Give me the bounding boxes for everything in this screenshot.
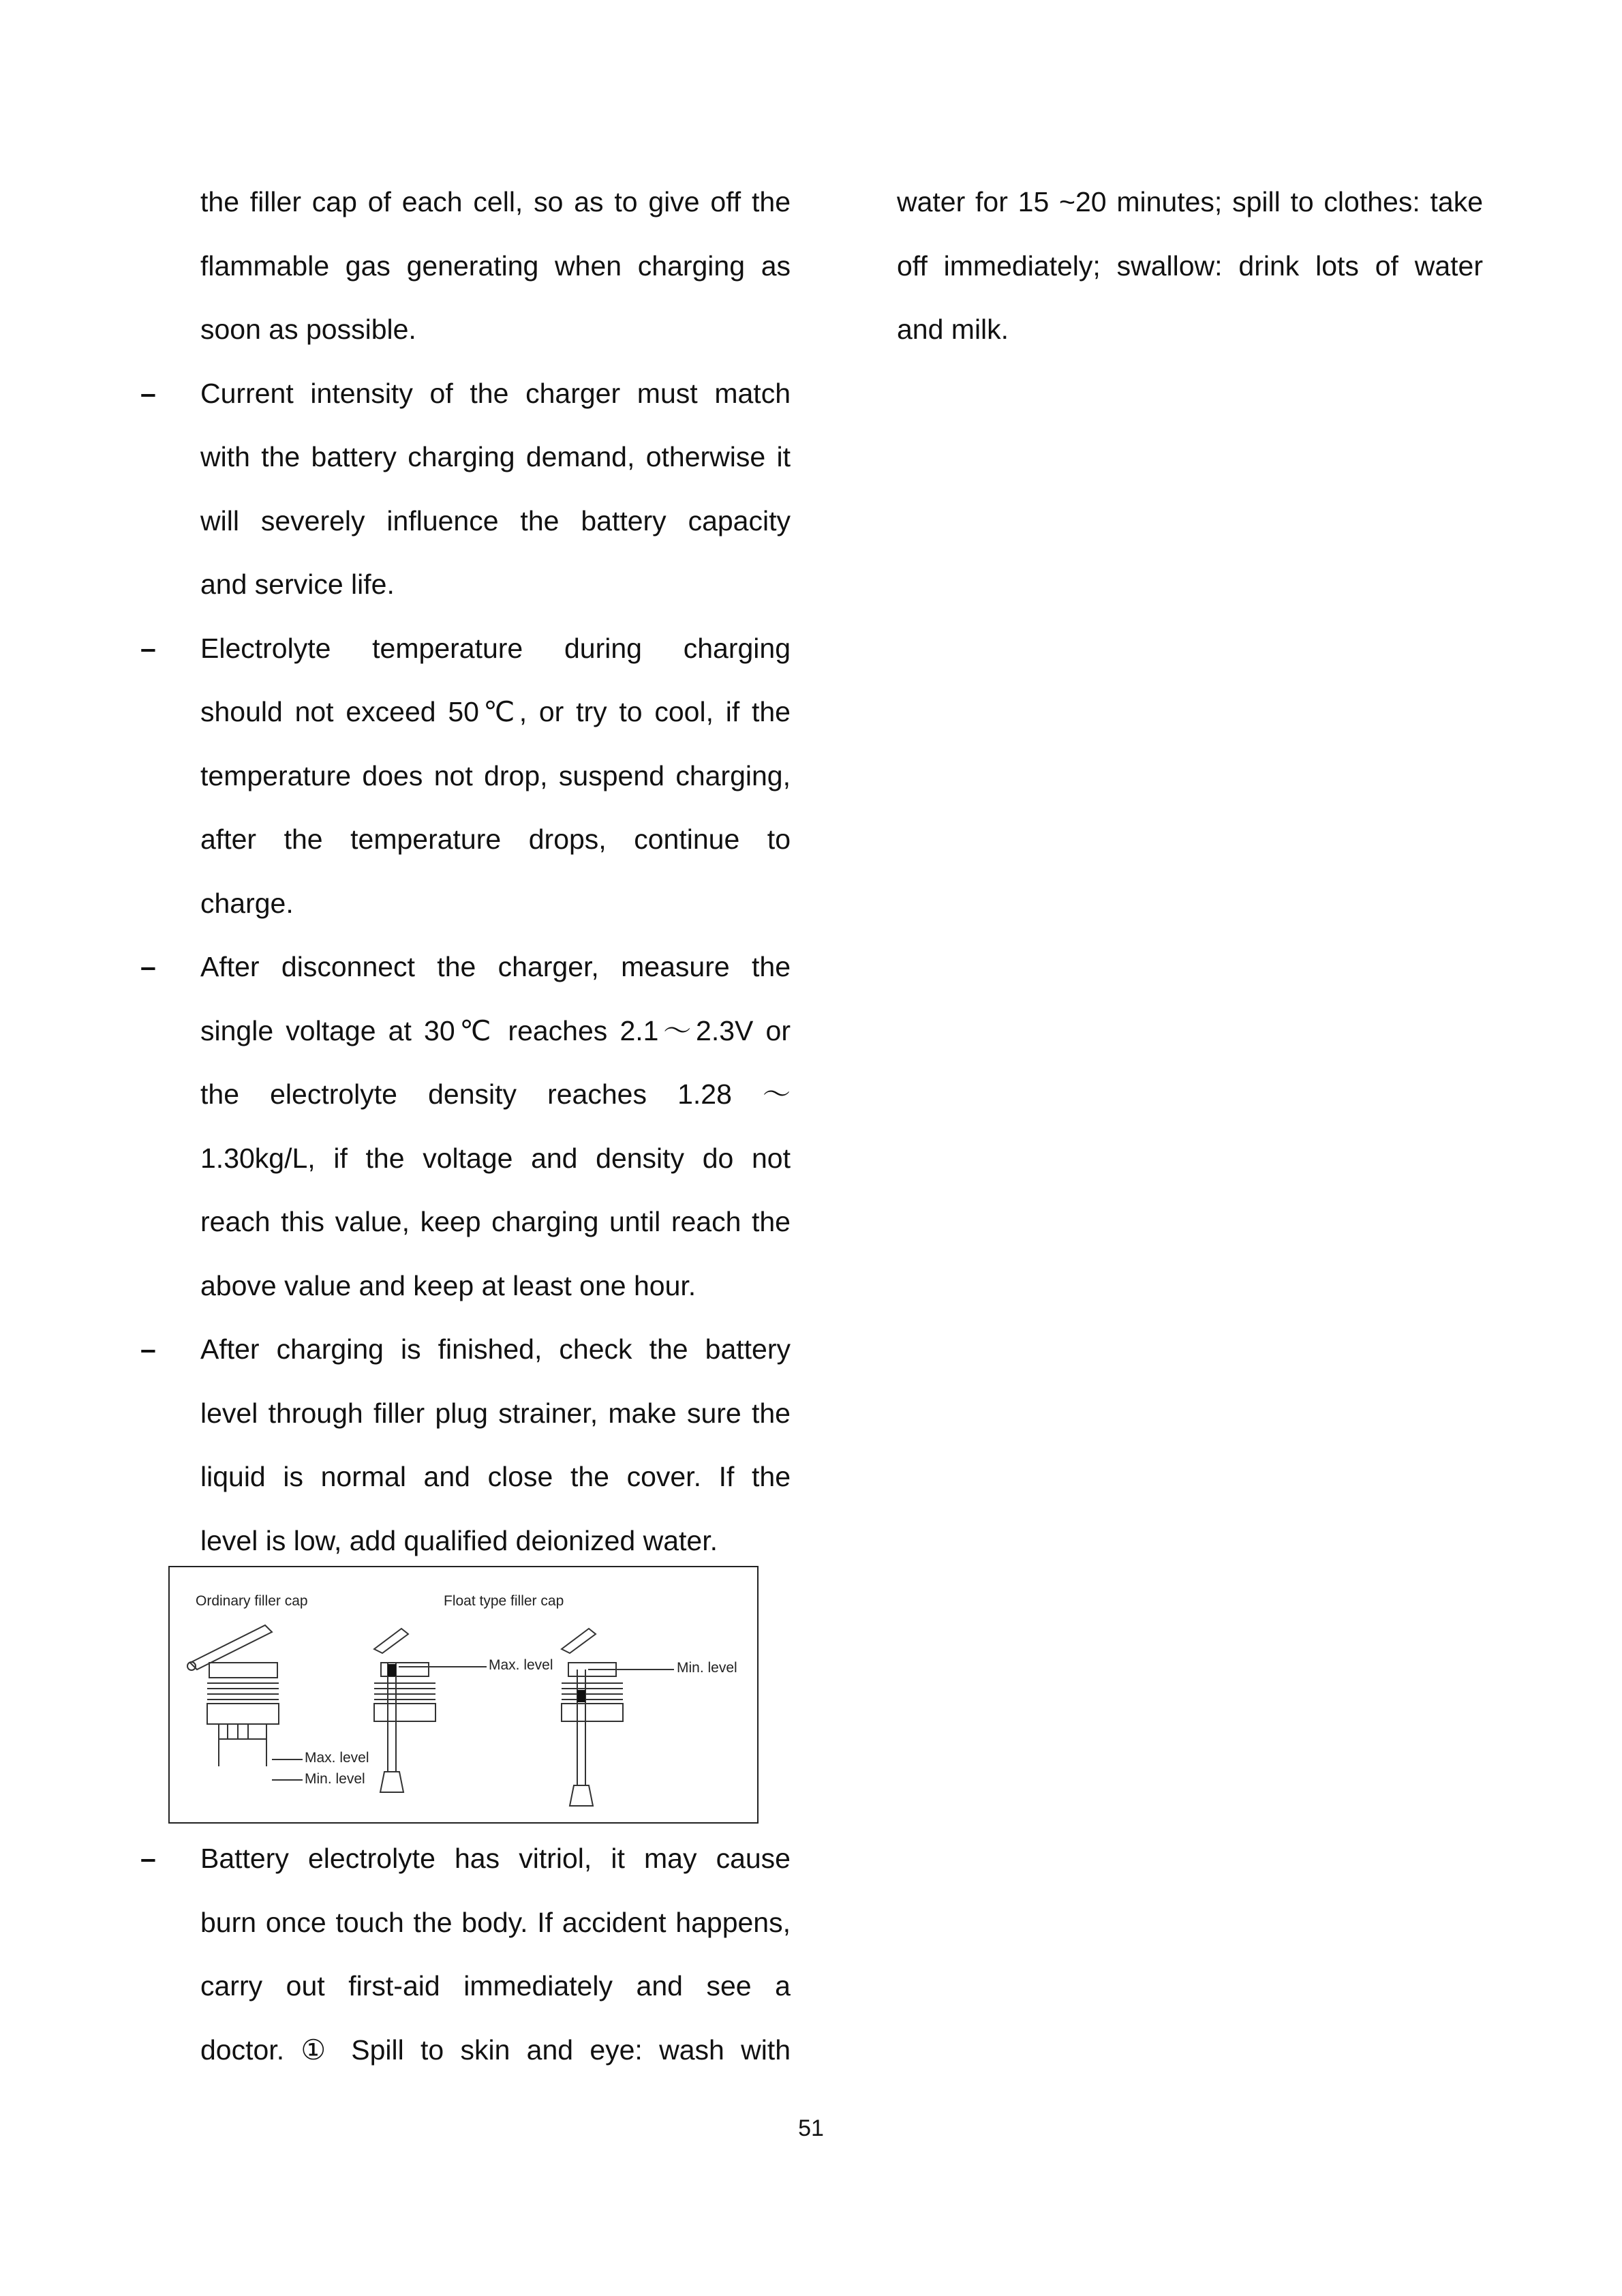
text-line: single voltage at 30℃ reaches 2.1～2.3V or (200, 1014, 791, 1046)
text-line: doctor. ① Spill to skin and eye: wash with (200, 2034, 791, 2066)
text-line: Electrolyte temperature during charging (200, 632, 791, 664)
text-line: and service life. (200, 569, 395, 600)
float-min-label: Min. level (677, 1660, 737, 1676)
text-line: with the battery charging demand, otherwise it (200, 441, 791, 472)
float-cap-diagram-min (562, 1629, 674, 1806)
text-line: burn once touch the body. If accident happens, (200, 1906, 791, 1938)
page-number: 51 (798, 2115, 824, 2141)
text-line: the electrolyte density reaches 1.28 ～ (200, 1078, 791, 1110)
dash-marker: – (140, 1843, 156, 1874)
dash-marker: – (140, 951, 156, 982)
ordinary-cap-diagram (187, 1625, 303, 1780)
text-line: Battery electrolyte has vitriol, it may cause (200, 1843, 791, 1874)
text-line: temperature does not drop, suspend charging, (200, 759, 791, 791)
text-line: Current intensity of the charger must match (200, 377, 791, 409)
ordinary-max-label: Max. level (305, 1750, 369, 1766)
ordinary-cap-title: Ordinary filler cap (196, 1593, 308, 1609)
text-line: above value and keep at least one hour. (200, 1269, 697, 1301)
bullet-current-intensity (136, 362, 791, 426)
filler-cap-figure (168, 1566, 759, 1824)
float-min-marker (577, 1690, 585, 1702)
text-line: reach this value, keep charging until reach the (200, 1206, 791, 1237)
text-line: flammable gas generating when charging as (200, 250, 791, 282)
text-line: soon as possible. (200, 314, 416, 345)
bullet-electrolyte-temperature (136, 617, 791, 681)
text-line: will severely influence the battery capacity (200, 504, 791, 537)
text-line: charge. (200, 887, 294, 919)
bullet-electrolyte-vitriol (136, 1827, 791, 1891)
bullet-after-charging (136, 1318, 791, 1382)
text-line: and milk. (897, 314, 1009, 345)
float-max-label: Max. level (489, 1657, 553, 1673)
dash-marker: – (140, 377, 156, 409)
float-cap-title: Float type filler cap (444, 1593, 564, 1609)
text-line: After disconnect the charger, measure the (200, 951, 791, 982)
text-line: after the temperature drops, continue to (200, 824, 791, 855)
dash-marker: – (140, 632, 156, 664)
left-column (136, 170, 791, 1573)
text-line: 1.30kg/L, if the voltage and density do not (200, 1142, 791, 1174)
float-max-marker (388, 1664, 396, 1676)
text-line: level through filler plug strainer, make sure the (200, 1397, 791, 1429)
text-line: level is low, add qualified deionized water. (200, 1524, 718, 1556)
float-cap-diagram-max (374, 1629, 487, 1792)
right-column (897, 170, 1483, 362)
text-line: off immediately; swallow: drink lots of water (897, 250, 1483, 282)
dash-marker: – (140, 1333, 156, 1365)
text-line: should not exceed 50℃, or try to cool, if the (200, 696, 791, 727)
text-line: After charging is finished, check the battery (200, 1333, 791, 1365)
text-line: liquid is normal and close the cover. If the (200, 1461, 791, 1492)
text-line: water for 15 ~20 minutes; spill to clothes: take (897, 186, 1483, 217)
bullet-disconnect-charger (136, 935, 791, 999)
text-line: carry out first-aid immediately and see a (200, 1970, 791, 2002)
text-line: the filler cap of each cell, so as to give off the (200, 186, 791, 217)
ordinary-min-label: Min. level (305, 1771, 365, 1787)
left-column-lower (136, 1827, 791, 2082)
